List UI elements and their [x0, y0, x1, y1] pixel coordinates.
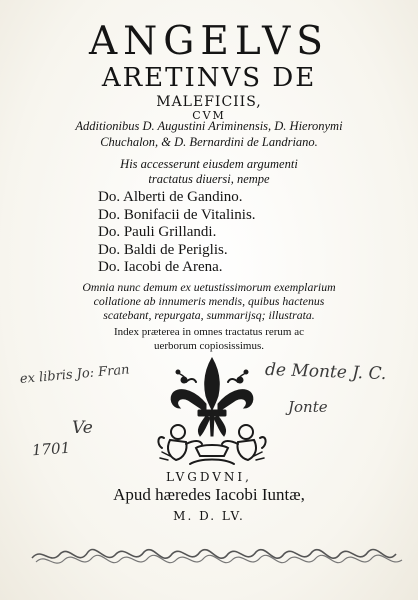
- accesserunt-line-2: tractatus diuersi, nempe: [148, 172, 270, 186]
- book-title: ANGELVS: [88, 19, 330, 64]
- additions-line-1: Additionibus D. Augustini Ariminensis, D. Hieronymi: [75, 119, 343, 133]
- imprint-city: LVGDVNI,: [166, 470, 252, 484]
- accesserunt-line-1: His accesserunt eiusdem argumenti: [120, 157, 298, 171]
- omnia-line-1: Omnia nunc demum ex uetustissimorum exemplarium: [82, 280, 336, 294]
- treatise-author-list: [98, 189, 348, 277]
- manuscript-note: Jonte: [288, 398, 328, 416]
- treatise-author: Do. Alberti de Gandino.: [98, 189, 243, 205]
- omnia-line-2: collatione ab innumeris mendis, quibus hactenus: [93, 294, 325, 308]
- imprint-year: M. D. LV.: [173, 509, 245, 523]
- book-topic: MALEFICIIS,: [156, 94, 262, 110]
- treatise-author: Do. Bonifacii de Vitalinis.: [98, 206, 256, 223]
- manuscript-note: de Monte J. C.: [264, 359, 387, 385]
- imprint-publisher: Apud hæredes Iacobi Iuntæ,: [113, 485, 305, 504]
- treatise-author: Do. Baldi de Periglis.: [98, 241, 228, 258]
- omnia-line-3: scatebant, repurgata, summarijsq; illustrata.: [103, 308, 315, 322]
- index-line-1: Index præterea in omnes tractatus rerum ac: [114, 326, 304, 338]
- lily-fleur-de-lis-with-putti-icon: [156, 352, 268, 468]
- author-name: ARETINVS DE: [101, 63, 317, 93]
- additions-line-2: Chuchalon, & D. Bernardini de Landriano.: [100, 135, 318, 149]
- cum-heading: CVM: [192, 109, 226, 122]
- crossed-out-inscription: [30, 540, 408, 570]
- manuscript-note: Ve: [72, 418, 93, 438]
- treatise-author: Do. Iacobi de Arena.: [98, 259, 223, 275]
- index-line-2: uerborum copiosissimus.: [154, 340, 264, 352]
- treatise-author: Do. Pauli Grillandi.: [98, 224, 217, 240]
- manuscript-note: 1701: [31, 438, 71, 460]
- manuscript-note: ex libris Jo: Fran: [19, 362, 131, 387]
